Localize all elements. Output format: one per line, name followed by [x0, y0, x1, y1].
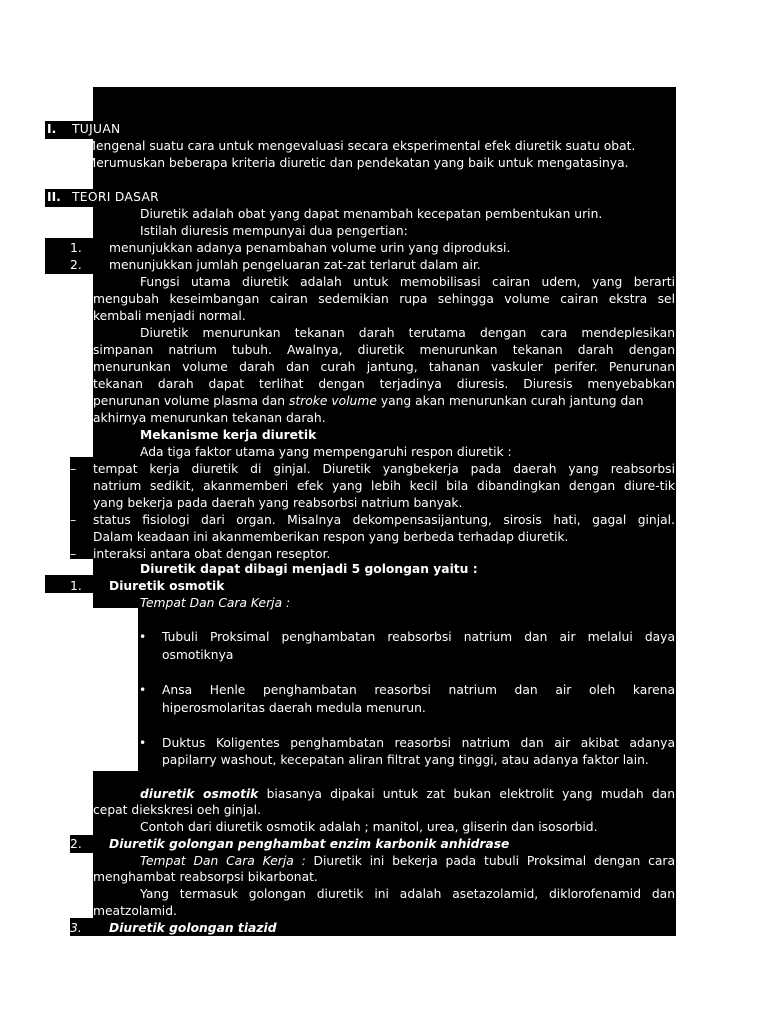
dash-item-2-line: status fisiologi dari organ. Misalnya dekompensasijantung, sirosis hati, gagal ginjal. [93, 513, 675, 527]
dash-item-3-line: interaksi antara obat dengan reseptor. [93, 547, 331, 561]
g1-bullet-3-line: Duktus Koligentes penghambatan reasorbsi natrium dan air akibat adanya [162, 736, 675, 750]
paragraph-tekanan-line: menurunkan volume darah dan curah jantung, tahanan vaskuler perifer. Penurunan [93, 360, 675, 374]
dash-bullet: – [70, 513, 77, 527]
bullet-icon: • [139, 683, 147, 697]
paragraph-istilah: Istilah diuresis mempunyai dua pengertian: [140, 224, 408, 238]
g1-contoh: Contoh dari diuretik osmotik adalah ; manitol, urea, gliserin dan isosorbid. [140, 820, 598, 834]
paragraph-tekanan-line: tekanan darah dapat terlihat dengan terjadinya diuresis. Diuresis menyebabkan [93, 377, 675, 391]
g1-paragraph-line: cepat diekskresi oeh ginjal. [93, 803, 262, 817]
g3-title: Diuretik golongan tiazid [109, 921, 277, 935]
golongan-title: Diuretik dapat dibagi menjadi 5 golongan yaitu : [140, 562, 478, 576]
list-number-1: 1. [70, 241, 82, 255]
bullet-icon: • [139, 736, 147, 750]
mekanisme-intro: Ada tiga faktor utama yang mempengaruhi respon diuretik : [140, 445, 512, 459]
mekanisme-title: Mekanisme kerja diuretik [140, 428, 317, 442]
objective-a: a. Mengenal suatu cara untuk mengevaluasi secara eksperimental efek diuretik suatu obat. [70, 139, 636, 153]
text-run: Diuretik ini bekerja pada tubuli Proksimal dengan cara [305, 854, 675, 868]
section2-title: TEORI DASAR [72, 190, 159, 204]
g2-paragraph-line: meatzolamid. [93, 904, 177, 918]
paragraph-tekanan-line: akhirnya menurunkan tekanan darah. [93, 411, 326, 425]
section1-number: I. [47, 122, 57, 136]
bullet-icon: • [139, 630, 147, 644]
g2-paragraph-line: Yang termasuk golongan diuretik ini adalah asetazolamid, diklorofenamid dan [140, 887, 675, 901]
list-item-2: menunjukkan jumlah pengeluaran zat-zat terlarut dalam air. [109, 258, 481, 272]
dash-item-2-line: Dalam keadaan ini akanmemberikan respon yang berbeda terhadap diuretik. [93, 530, 569, 544]
list-item-1: menunjukkan adanya penambahan volume urin yang diproduksi. [109, 241, 511, 255]
paragraph-definition: Diuretik adalah obat yang dapat menambah kecepatan pembentukan urin. [140, 207, 603, 221]
g2-subtitle-line: menghambat reabsorpsi bikarbonat. [93, 870, 318, 884]
stroke-volume-term: stroke volume [288, 394, 377, 408]
paragraph-tekanan-line: Diuretik menurunkan tekanan darah terutama dengan cara mendeplesikan [140, 326, 675, 340]
list-number-2: 2. [70, 258, 82, 272]
text-background-heading1 [45, 121, 676, 139]
dash-bullet: – [70, 547, 77, 561]
g1-number: 1. [70, 579, 82, 593]
g3-number: 3. [70, 921, 82, 935]
dash-bullet: – [70, 462, 77, 476]
g1-bullet-1-line: Tubuli Proksimal penghambatan reabsorbsi natrium dan air melalui daya [162, 630, 675, 644]
text-run: yang akan menurunkan curah jantung dan [376, 394, 644, 408]
paragraph-fungsi-line: Fungsi utama diuretik adalah untuk memobilisasi cairan udem, yang berarti [140, 275, 675, 289]
g1-bullet-2-line: hiperosmolaritas daerah medula menurun. [162, 701, 426, 715]
paragraph-tekanan-line: simpanan natrium tubuh. Awalnya, diuretik menurunkan tekanan darah dengan [93, 343, 675, 357]
text-run: biasanya dipakai untuk zat bukan elektrolit yang mudah dan [258, 787, 676, 801]
tempat-cara-kerja-term: Tempat Dan Cara Kerja : [140, 854, 306, 868]
paragraph-fungsi-line: kembali menjadi normal. [93, 309, 246, 323]
g1-bullet-3-line: papilarry washout, kecepatan aliran filtrat yang tinggi, atau adanya faktor lain. [162, 753, 649, 767]
g1-title: Diuretik osmotik [109, 579, 225, 593]
objective-b: b. Merumuskan beberapa kriteria diuretic dan pendekatan yang baik untuk mengatasinya. [70, 156, 629, 170]
paragraph-fungsi-line: mengubah keseimbangan cairan sedemikian rupa sehingga volume cairan ekstra sel [93, 292, 675, 306]
g1-bullet-1-line: osmotiknya [162, 648, 234, 662]
g1-subtitle: Tempat Dan Cara Kerja : [140, 596, 291, 610]
g2-number: 2. [70, 837, 82, 851]
g1-bullet-2-line: Ansa Henle penghambatan reasorbsi natrium dan air oleh karena [162, 683, 675, 697]
section1-title: TUJUAN [72, 122, 121, 136]
g2-subtitle-line [140, 853, 675, 870]
diuretik-osmotik-term: diuretik osmotik [140, 787, 259, 801]
paragraph-tekanan-line [93, 393, 644, 410]
dash-item-1-line: tempat kerja diuretik di ginjal. Diuretik yangbekerja pada daerah yang reabsorbsi [93, 462, 675, 476]
dash-item-1-line: natrium sedikit, akanmemberi efek yang lebih kecil bila dibandingkan dengan diure-tik [93, 479, 675, 493]
dash-item-1-line: yang bekerja pada daerah yang reabsorbsi natrium banyak. [93, 496, 463, 510]
section2-number: II. [47, 190, 61, 204]
g1-paragraph-line [140, 786, 675, 803]
g2-title: Diuretik golongan penghambat enzim karbonik anhidrase [109, 837, 510, 851]
text-run: penurunan volume plasma dan [93, 394, 289, 408]
